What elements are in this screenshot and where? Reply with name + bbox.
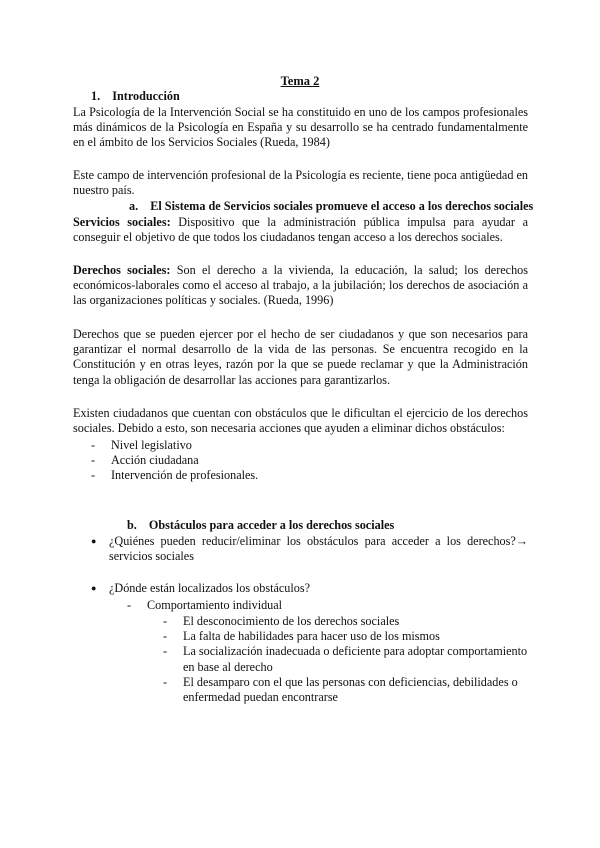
definition-servicios-sociales: Dispositivo que la administración pública impulsa para ayudar a conseguir el objetivo de que todos los ciudadanos tengan acceso a los derechos sociales. <box>73 215 528 245</box>
subsection-a-heading <box>129 199 533 214</box>
subsection-b-heading <box>127 518 394 533</box>
paragraph-obstaculos: Existen ciudadanos que cuentan con obstáculos que le dificultan el ejercicio de los derechos sociales. Debido a esto, son necesaria acciones que ayuden a eliminar dichos obstáculos: <box>73 406 528 436</box>
list-item: ● ¿Quiénes pueden reducir/eliminar los obstáculos para acceder a los derechos?→ servicios sociales <box>91 534 528 564</box>
level2-list <box>127 598 527 613</box>
list-item: ● ¿Dónde están localizados los obstáculos? <box>91 581 528 596</box>
list-item: - Nivel legislativo <box>91 438 511 453</box>
section-1-number: 1. <box>91 89 101 103</box>
paragraph-intro: La Psicología de la Intervención Social se ha constituido en uno de los campos profesionales más dinámicos de la Psicología en España y su desarrollo se ha centrado fundamentalmente en el ámbito de los Servicios Sociales (Rueda, 1984) <box>73 105 528 150</box>
list-item: - Acción ciudadana <box>91 453 511 468</box>
subsection-a-number: a. <box>129 199 139 213</box>
doc-title: Tema 2 <box>280 74 320 88</box>
list-item: - Intervención de profesionales. <box>91 468 511 483</box>
list-item: - El desconocimiento de los derechos sociales <box>163 614 528 629</box>
paragraph-derechos-ciudadanos: Derechos que se pueden ejercer por el hecho de ser ciudadanos y que son necesarios para garantizar el normal desarrollo de la vida de las personas. Se encuentra recogido en la Constitución y en otras leyes, razón por la que se puede reclamar y que la Administración tenga la obligación de desarrollar las acciones para garantizarlos. <box>73 327 528 387</box>
subsection-b-number: b. <box>127 518 137 532</box>
level3-list <box>163 614 528 705</box>
term-servicios-sociales: Servicios sociales: <box>73 215 171 229</box>
definition-derechos-sociales: Son el derecho a la vivienda, la educación, la salud; los derechos económicos-laborales como el acceso al trabajo, a la jubilación; los derechos de asociación a las organizaciones políticas y sociales. (Rueda, 1996) <box>73 263 528 308</box>
term-derechos-sociales: Derechos sociales: <box>73 263 171 277</box>
paragraph-derechos-sociales <box>73 263 528 309</box>
paragraph-servicios-sociales <box>73 215 528 245</box>
subsection-a-title: El Sistema de Servicios sociales promueve el acceso a los derechos sociales <box>150 199 534 213</box>
list-item: - El desamparo con el que las personas con deficiencias, debilidades o enfermedad puedan encontrarse <box>163 675 528 705</box>
section-1-heading <box>91 89 180 104</box>
list-item: - La falta de habilidades para hacer uso de los mismos <box>163 629 528 644</box>
section-1-title: Introducción <box>112 89 180 103</box>
bullet-question-quienes <box>91 534 528 564</box>
actions-list <box>91 438 511 484</box>
paragraph-reciente: Este campo de intervención profesional de la Psicología es reciente, tiene poca antigüedad en nuestro país. <box>73 168 528 198</box>
subsection-b-title: Obstáculos para acceder a los derechos sociales <box>148 518 395 532</box>
list-item: - Comportamiento individual <box>127 598 527 613</box>
list-item: - La socialización inadecuada o deficiente para adoptar comportamiento en base al derecho <box>163 644 528 674</box>
bullet-question-donde <box>91 581 528 596</box>
